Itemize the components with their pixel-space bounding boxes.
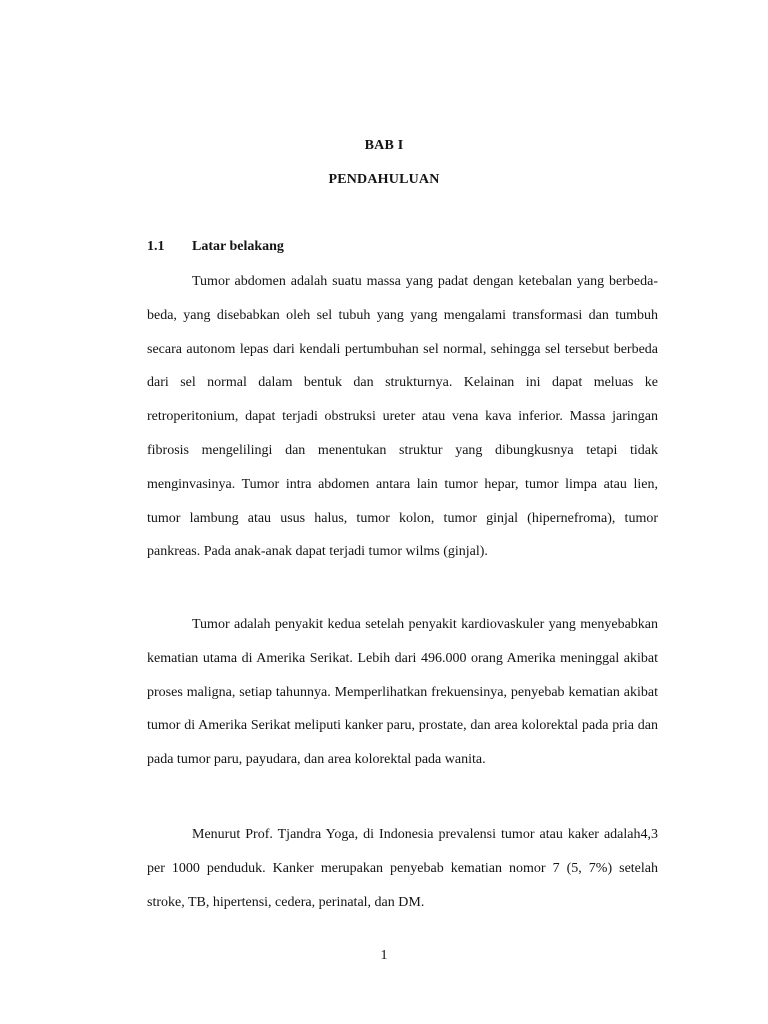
paragraph-1: Tumor abdomen adalah suatu massa yang padat dengan ketebalan yang berbeda-beda, yang disebabkan oleh sel tubuh yang yang mengalami transformasi dan tumbuh secara autonom lepas dari kendali pertumbuhan sel normal, sehingga sel tersebut berbeda dari sel normal dalam bentuk dan strukturnya. Kelainan ini dapat meluas ke retroperitonium, dapat terjadi obstruksi ureter atau vena kava inferior. Massa jaringan fibrosis mengelilingi dan menentukan struktur yang dibungkusnya tetapi tidak menginvasinya. Tumor intra abdomen antara lain tumor hepar, tumor limpa atau lien, tumor lambung atau usus halus, tumor kolon, tumor ginjal (hipernefroma), tumor pankreas. Pada anak-anak dapat terjadi tumor wilms (ginjal).	[147, 274, 658, 560]
page-number: 1	[380, 948, 388, 963]
section-title: Latar belakang	[192, 239, 284, 254]
section-heading	[147, 239, 284, 255]
chapter-title: PENDAHULUAN	[328, 172, 440, 187]
section-number: 1.1	[147, 239, 165, 254]
paragraph-3: Menurut Prof. Tjandra Yoga, di Indonesia prevalensi tumor atau kaker adalah4,3 per 1000 penduduk. Kanker merupakan penyebab kematian nomor 7 (5, 7%) setelah stroke, TB, hipertensi, cedera, perinatal, dan DM.	[147, 827, 658, 910]
paragraph-2: Tumor adalah penyakit kedua setelah penyakit kardiovaskuler yang menyebabkan kematian utama di Amerika Serikat. Lebih dari 496.000 orang Amerika meninggal akibat proses maligna, setiap tahunnya. Memperlihatkan frekuensinya, penyebab kematian akibat tumor di Amerika Serikat meliputi kanker paru, prostate, dan area kolorektal pada pria dan pada tumor paru, payudara, dan area kolorektal pada wanita.	[147, 617, 658, 768]
chapter-heading: BAB I	[364, 138, 404, 153]
